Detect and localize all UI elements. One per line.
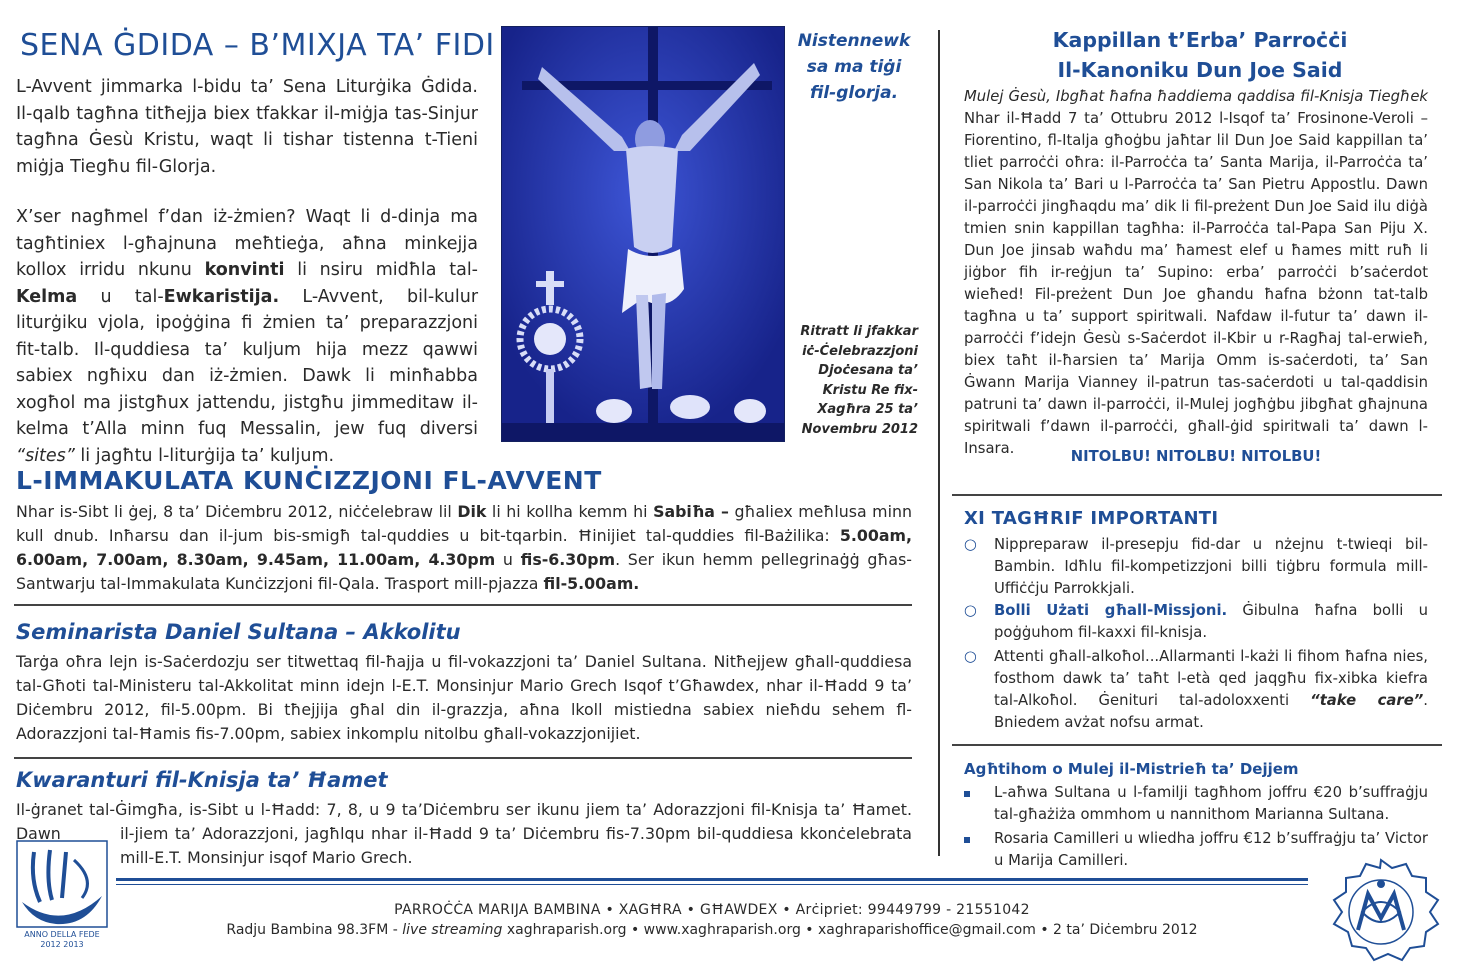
text-run: . Bniedem avżat nofsu armat. [994,692,1428,731]
text-run: Radju Bambina 98.3FM - [226,922,403,938]
list-item-text: Rosaria Camilleri u wliedha joffru €12 b’suffraġju ta’ Victor u Marija Camilleri. [994,830,1428,869]
column-divider [938,30,940,856]
section-title-info: XI TAGĦRIF IMPORTANTI [964,508,1219,529]
text-run: fil-5.00am. [543,574,640,593]
divider [14,757,912,759]
text-run: Bolli Użati għall-Missjoni. [994,602,1228,619]
text-run: L-Avvent, bil-kulur liturġiku vjola, ipoġġina fi żmien ta’ preparazzjoni fit-talb. Il-quddiesa ta’ kuljum hija mezz qawwi sabiex ngħixu dan iż-żmien. Dawk li minħabba xogħol ma jistgħux jattendu, jistgħu jimmeditaw il-kelma t’Alla minn fuq Messalin, jew fuq diversi [16,286,479,439]
photo-caption-bottom: Ritratt li jfakkar iċ-Ċelebrazzjoni Djoċesana ta’ Kristu Re fix-Xagħra 25 ta’ Novembru 2012 [800,324,918,437]
intro-paragraph-1: L-Avvent jimmarka l-bidu ta’ Sena Liturġika Ġdida. Il-qalb tagħna titħejja biex tfakkar il-miġja tas-Sinjur tagħna Ġesù Kristu, waqt li tishar tistenna t-Tieni miġja Tiegħu fil-Glorja. [16,77,478,177]
list-item [964,646,1428,734]
section-title-kwaranturi: Kwaranturi fil-Knisja ta’ Ħamet [16,768,388,792]
divider [952,744,1442,746]
crucifix-photo [501,26,785,442]
text-run: konvinti [204,260,285,280]
kwaranturi-line-1: Il-ġranet tal-Ġimgħa, is-Sibt u l-Ħadd: 7, 8, u 9 ta’Diċembru ser ikunu jiem ta’ Adorazzjoni fil-Knisja ta’ Ħamet. Dawn [16,800,912,843]
text-run: X’ser nagħmel f’dan iż-żmien? Waqt li d-dinja ma tagħtiniex l-għajnuna meħtieġa, aħna minkejja kollox irridu nkunu [16,207,478,280]
text-run: Ewkaristija. [163,286,280,307]
text-run: u tal- [77,286,164,307]
section-title-seminarista: Seminarista Daniel Sultana – Akkolitu [16,620,461,644]
text-run: “take care” [1310,692,1424,709]
parish-seal-logo [1318,856,1444,964]
list-item-text: Nippreparaw il-presepju fid-dar u nżejnu t-twieqi bil-Bambin. Idħlu fil-kompetizzjoni billi tiġbru formula mill-Uffiċċju Parrokkjali. [994,536,1428,597]
text-run: Kelma [16,286,78,307]
circle-bullet-icon: ○ [964,648,977,665]
text-run: 5.00am, 6.00am, 7.00am, 8.30am, 9.45am, 11.00am, 4.30pm [16,526,912,569]
list-item-text [994,646,1428,734]
text-run: Nhar is-Sibt li ġej, 8 ta’ Diċembru 2012, niċċelebraw lil [16,502,458,521]
text-run: fis-6.30pm [520,550,616,569]
crucifix-illustration [502,27,784,441]
text-run: . Ser ikun hemm pellegrinaġġ għas-Santwarju tal-Immakulata Kunċizzjoni fil-Qala. Trasport mill-pjazza [16,550,912,593]
photo-caption-top: Nistennewk sa ma tiġi fil-glorja. [797,31,911,103]
text-run: li jagħtu l-liturġija ta’ kuljum. [74,445,335,466]
page-title: SENA ĠDIDA – B’MIXJA TA’ FIDI [20,28,495,63]
text-run: Sabiħa – [653,502,729,521]
section-title-immakulata: L-IMMAKULATA KUNĊIZZJONI FL-AVVENT [16,466,602,495]
year-of-faith-logo [16,840,108,952]
list-item-text: L-aħwa Sultana u l-familji tagħhom joffru €20 b’suffraġju tal-għażiża ommhom u nannithom Marianna Sultana. [994,784,1428,823]
kappillan-cta: NITOLBU! NITOLBU! NITOLBU! [1070,448,1322,465]
text-run: Attenti għall-alkoħol...Allarmanti l-każi li fihom ħafna nies, fosthom dawk ta’ taħt l-età qed jaqgħu fix-xibka kiefra tal-Alkoħol. Ġenituri tal-adoloxxenti [994,648,1428,709]
footer-contacts [116,922,1308,938]
text-run: Ġibulna ħafna bolli u poġġuhom fil-kaxxi fil-knisja. [994,602,1428,641]
footer-address: PARROĊĊA MARIJA BAMBINA • XAGĦRA • GĦAWDEX • Arċipriet: 99449799 - 21551042 [394,902,1030,918]
footer-rule [116,878,1308,881]
text-run: għaliex meħlusa minn kull dnub. Inħarsu dan il-jum bis-smigħ tal-quddies u bit-tqarbin. Ħinijiet tal-quddies fil-Bażilika: [16,502,912,545]
text-run: u [495,550,521,569]
divider [14,604,912,606]
circle-bullet-icon: ○ [964,536,977,553]
square-bullet-icon [964,828,984,850]
text-run: Nhar il-Ħadd 7 ta’ Ottubru 2012 l-Isqof ta’ Frosinone-Veroli – Fiorentino, fl-Italja għoġbu jaħtar lil Dun Joe Said kappillan ta’ tliet parroċċi oħra: il-Parroċċa ta’ Santa Marija, il-Parroċċa ta’ San Nikola ta’ Bari u l-Parroċċa ta’ San Pietru Appostlu. Dawn il-parroċċi jingħaqdu ma’ dik li fil-preżent Dun Joe Said ilu diġà tmien snin kappillan tagħha: il-Parroċċa tal-Papa San Piju X. Dun Joe jinsab waħdu ma’ ħamest elef u ħames mitt ruħ li jiġbor fih ir-reġjun ta’ Supino: erba’ parroċċi b’saċerdot wieħed! Fil-preżent Dun Joe għandu ħafna bżonn tat-talb tagħna u ta’ support spiritwali. Nafdaw il-futur ta’ dawn il-parroċċi f’idejn Ġesù s-Saċerdot il-Kbir u r-Ragħaj tal-erwieħ, biex taħt il-ħarsien ta’ Marija Omm is-saċerdoti, ta’ San Ġwann Marija Vianney il-patrun tas-saċerdoti u tal-qaddisin patruni ta’ dawn il-parroċċi, il-Mulej jogħġbu jibgħat għajnuna spiritwali f’dawn il-parroċċi, għall-ġid spiritwali ta’ dawn l-Insara. [964,110,1428,457]
kappillan-paragraph [964,86,1428,460]
text-run: Mulej Ġesù, Ibgħat ħafna ħaddiema qaddisa fil-Knisja Tiegħek [964,88,1428,105]
kwaranturi-line-2: il-jiem ta’ Adorazzjoni, jagħlqu nhar il-Ħadd 9 ta’ Diċembru fis-7.30pm bil-quddiesa kkonċelebrata mill-E.T. Monsinjur isqof Mario Grech. [120,824,912,867]
logo-text: ANNO DELLA FEDE 2012 2013 [24,930,100,949]
intro-paragraph-2 [16,204,478,469]
text-run: li hi kollha kemm hi [486,502,654,521]
text-run: Dik [457,502,487,521]
section-title-kappillan: Kappillan t’Erba’ Parroċċi [1052,28,1348,52]
list-item [964,600,1428,644]
text-run: “sites” [16,445,75,466]
immakulata-paragraph [16,500,912,596]
text-run: xaghraparish.org • www.xaghraparish.org • xaghraparishoffice@gmail.com • 2 ta’ Diċembru 2012 [502,922,1198,938]
divider [952,494,1442,496]
text-run: li nsiru midħla tal- [284,260,479,280]
text-run: live streaming [402,922,503,938]
list-item [964,534,1428,600]
list-item-text [994,600,1428,644]
circle-bullet-icon: ○ [964,602,977,619]
square-bullet-icon [964,782,984,804]
list-item [964,782,1428,826]
footer-rule [116,884,1308,885]
seminarista-paragraph: Tarġa oħra lejn is-Saċerdozju ser titwettaq fil-ħajja u fil-vokazzjoni ta’ Daniel Sultana. Nitħejjew għall-quddiesa tal-Għoti tal-Ministeru tal-Akkolitat minn idejn l-E.T. Monsinjur Mario Grech Isqof t’Għawdex, nhar il-Ħadd 9 ta’ Diċembru 2012, fil-5.00pm. Bi tħejjija għal din il-grazzja, aħna lkoll mistiedna sabiex nieħdu sehem fl-Adorazzjoni tal-Ħamis fis-7.00pm, sabiex inkomplu nitolbu għall-vokazzjonijiet. [16,652,912,743]
section-subtitle-kappillan: Il-Kanoniku Dun Joe Said [1057,58,1343,82]
section-title-suffragju: Agħtihom o Mulej il-Mistrieħ ta’ Dejjem [964,760,1299,778]
